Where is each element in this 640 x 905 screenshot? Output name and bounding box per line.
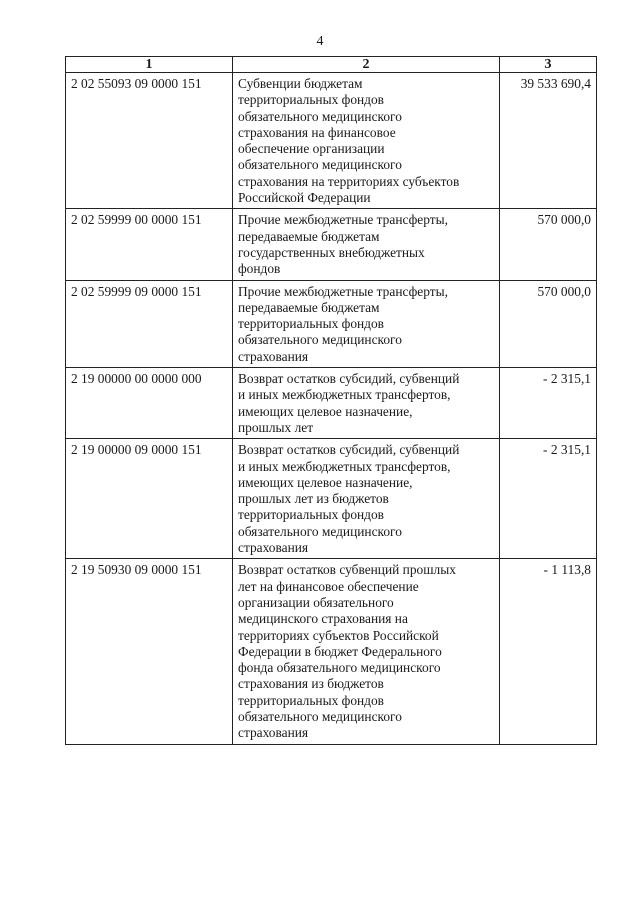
description-line: фонда обязательного медицинского [238, 660, 441, 676]
description-line: страхования [238, 348, 309, 364]
description-line: территориальных фондов [238, 692, 385, 708]
description-line: обязательного медицинского [238, 108, 402, 124]
table-header [66, 57, 597, 73]
description-line: Российской Федерации [238, 190, 371, 206]
budget-code: 2 19 50930 09 0000 151 [66, 559, 233, 744]
budget-description [233, 559, 500, 744]
budget-amount: - 2 315,1 [500, 439, 597, 559]
budget-description [233, 368, 500, 439]
budget-code: 2 02 59999 09 0000 151 [66, 280, 233, 367]
budget-code: 2 19 00000 00 0000 000 [66, 368, 233, 439]
column-header-description: 2 [233, 57, 500, 73]
column-header-code: 1 [66, 57, 233, 73]
table-row [66, 73, 597, 209]
description-line: прошлых лет [238, 419, 314, 435]
budget-code: 2 19 00000 09 0000 151 [66, 439, 233, 559]
description-line: имеющих целевое назначение, [238, 474, 413, 490]
budget-amount: 570 000,0 [500, 209, 597, 280]
description-line: территориальных фондов [238, 92, 385, 108]
description-line: Прочие межбюджетные трансферты, [238, 212, 448, 228]
description-line: страхования из бюджетов [238, 676, 384, 692]
description-line: территориальных фондов [238, 316, 385, 332]
description-line: и иных межбюджетных трансфертов, [238, 387, 451, 403]
budget-description [233, 439, 500, 559]
description-line: лет на финансовое обеспечение [238, 578, 419, 594]
budget-description [233, 209, 500, 280]
description-line: Прочие межбюджетные трансферты, [238, 283, 448, 299]
table-row [66, 439, 597, 559]
description-line: медицинского страхования на [238, 611, 408, 627]
description-line: организации обязательного [238, 594, 394, 610]
description-line: обязательного медицинского [238, 708, 402, 724]
description-line: территориях субъектов Российской [238, 627, 439, 643]
table-row [66, 559, 597, 744]
description-line: имеющих целевое назначение, [238, 403, 413, 419]
description-line: страхования на финансовое [238, 124, 396, 140]
description-line: Субвенции бюджетам [238, 76, 363, 91]
table-row [66, 368, 597, 439]
description-line: обязательного медицинского [238, 523, 402, 539]
description-line: государственных внебюджетных [238, 244, 425, 260]
description-line: обязательного медицинского [238, 157, 402, 173]
description-line: обеспечение организации [238, 141, 385, 157]
description-line: Возврат остатков субвенций прошлых [238, 562, 456, 578]
budget-description [233, 280, 500, 367]
page-number: 4 [316, 34, 324, 49]
budget-table [65, 56, 597, 745]
table-body [66, 73, 597, 745]
budget-amount: - 1 113,8 [500, 559, 597, 744]
description-line: прошлых лет из бюджетов [238, 491, 389, 507]
header-row [66, 57, 597, 73]
budget-code: 2 02 59999 00 0000 151 [66, 209, 233, 280]
description-line: фондов [238, 261, 281, 277]
budget-amount: 39 533 690,4 [500, 73, 597, 209]
description-line: передаваемые бюджетам [238, 228, 380, 244]
description-line: Возврат остатков субсидий, субвенций [238, 442, 460, 458]
description-line: страхования [238, 725, 309, 741]
column-header-amount: 3 [500, 57, 597, 73]
budget-code: 2 02 55093 09 0000 151 [66, 73, 233, 209]
description-line: территориальных фондов [238, 507, 385, 523]
budget-amount: - 2 315,1 [500, 368, 597, 439]
description-line: страхования на территориях субъектов [238, 173, 460, 189]
budget-description [233, 73, 500, 209]
description-line: Возврат остатков субсидий, субвенций [238, 371, 460, 387]
table-row [66, 209, 597, 280]
description-line: и иных межбюджетных трансфертов, [238, 458, 451, 474]
description-line: передаваемые бюджетам [238, 299, 380, 315]
table-row [66, 280, 597, 367]
description-line: Федерации в бюджет Федерального [238, 643, 442, 659]
description-line: обязательного медицинского [238, 332, 402, 348]
budget-amount: 570 000,0 [500, 280, 597, 367]
description-line: страхования [238, 540, 309, 556]
